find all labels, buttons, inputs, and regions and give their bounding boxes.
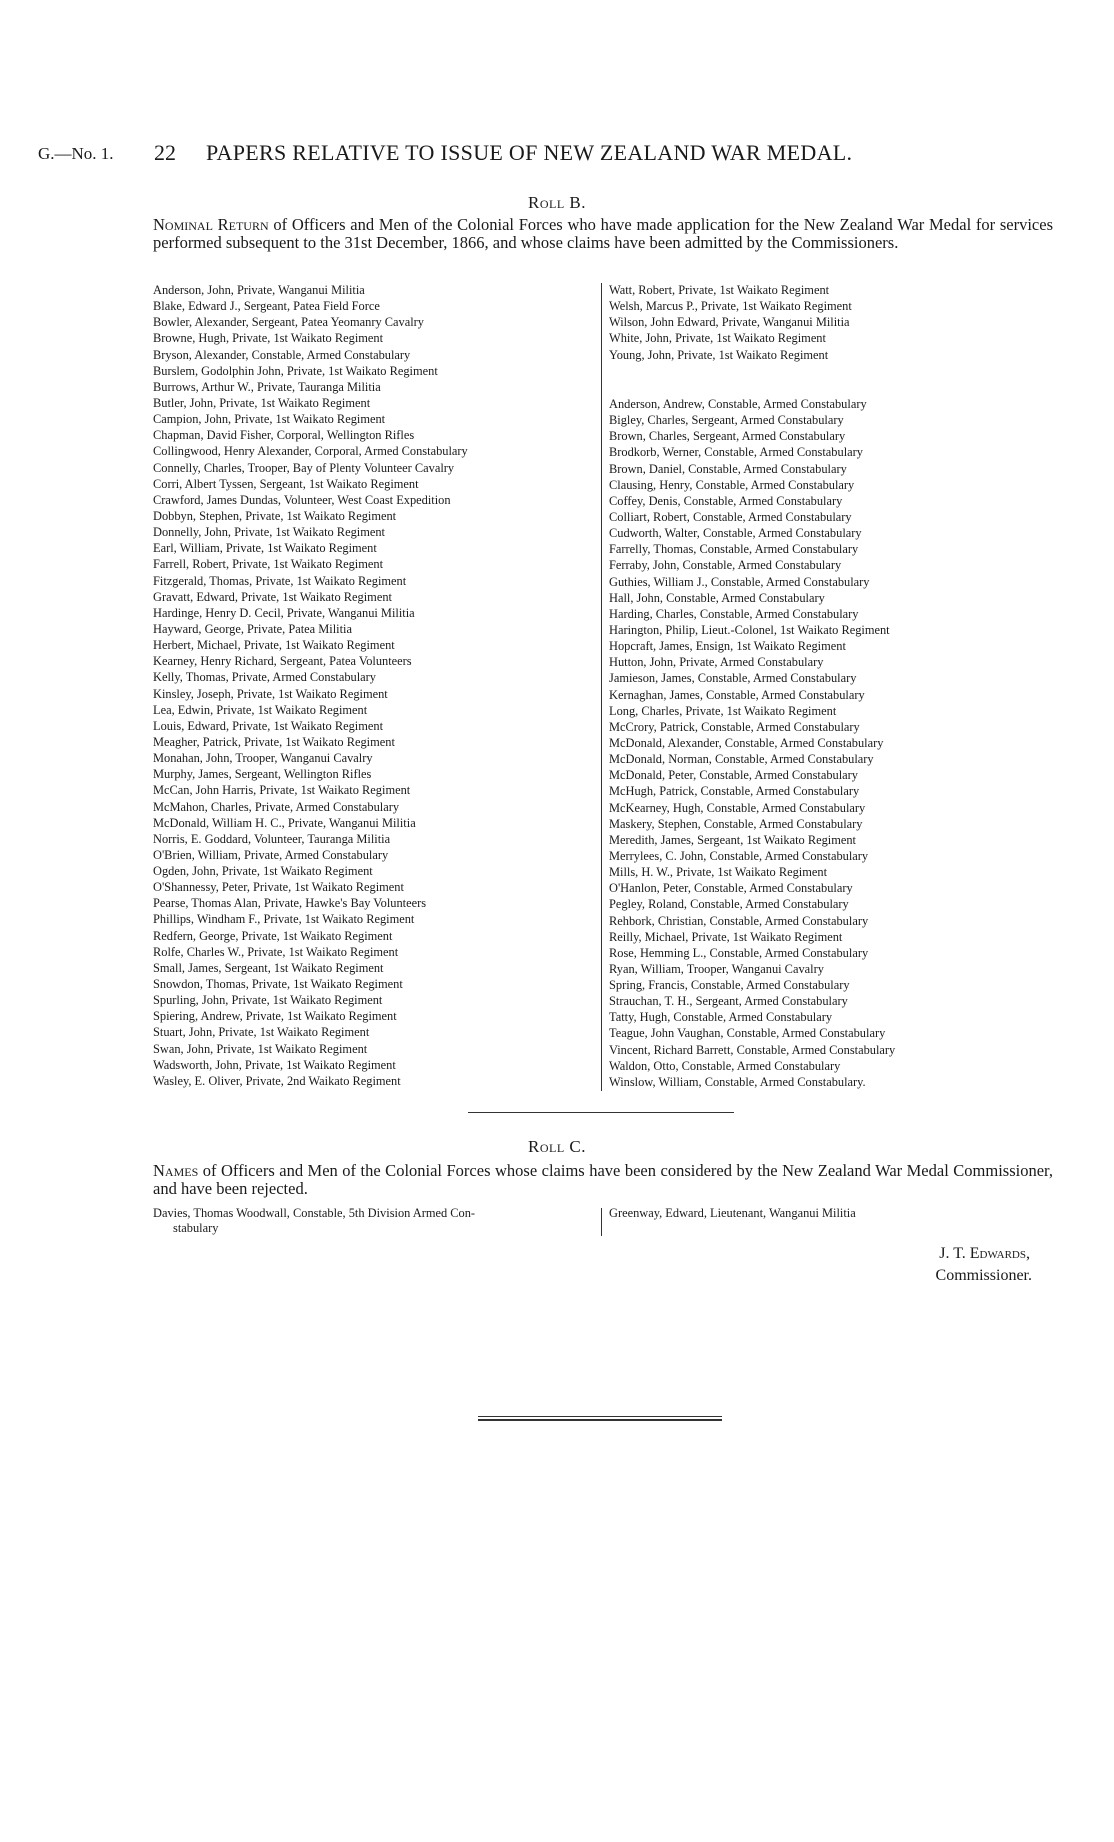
roll-b-left-entry: Rolfe, Charles W., Private, 1st Waikato Regiment [153, 944, 399, 959]
roll-c-left-line1: Davies, Thomas Woodwall, Constable, 5th Division Armed Con- [153, 1206, 476, 1220]
roll-b-left-entry: Snowdon, Thomas, Private, 1st Waikato Regiment [153, 977, 403, 992]
roll-c-left-line2: stabulary [173, 1221, 219, 1235]
page-number: 22 [154, 140, 176, 165]
roll-b-right-top-entry: Wilson, John Edward, Private, Wanganui Militia [609, 315, 850, 330]
roll-b-left-entry: Herbert, Michael, Private, 1st Waikato Regiment [153, 638, 395, 653]
roll-b-left-entry: Hardinge, Henry D. Cecil, Private, Wanganui Militia [153, 605, 415, 620]
roll-b-left-entry: McCan, John Harris, Private, 1st Waikato Regiment [153, 783, 411, 798]
roll-b-right-top-entry: White, John, Private, 1st Waikato Regiment [609, 331, 826, 346]
roll-b-left-entry: O'Brien, William, Private, Armed Constabulary [153, 847, 389, 862]
roll-b-right-bottom-entry: Brown, Charles, Sergeant, Armed Constabulary [609, 429, 846, 444]
roll-b-right-bottom-entry: Hopcraft, James, Ensign, 1st Waikato Regiment [609, 639, 846, 654]
roll-b-right-bottom-entry: McCrory, Patrick, Constable, Armed Constabulary [609, 719, 860, 734]
roll-b-left-entry: Browne, Hugh, Private, 1st Waikato Regiment [153, 331, 384, 346]
roll-b-left-column [153, 282, 468, 1089]
roll-b-left-entry: Spiering, Andrew, Private, 1st Waikato Regiment [153, 1009, 397, 1024]
roll-b-left-entry: Bryson, Alexander, Constable, Armed Constabulary [153, 347, 411, 362]
roll-b-left-entry: Anderson, John, Private, Wanganui Militia [153, 283, 365, 297]
column-divider [601, 283, 602, 1091]
roll-b-right-bottom-entry: Guthies, William J., Constable, Armed Constabulary [609, 574, 870, 589]
end-rule-bottom [478, 1419, 722, 1421]
roll-b-right-bottom-entry: Bigley, Charles, Sergeant, Armed Constabulary [609, 413, 844, 428]
roll-b-right-bottom-entry: Mills, H. W., Private, 1st Waikato Regiment [609, 865, 828, 880]
roll-c-divider [601, 1208, 602, 1236]
roll-b-left-entry: O'Shannessy, Peter, Private, 1st Waikato Regiment [153, 880, 404, 895]
roll-b-right-bottom-entry: Reilly, Michael, Private, 1st Waikato Regiment [609, 929, 843, 944]
roll-b-left-entry: McDonald, William H. C., Private, Wanganui Militia [153, 815, 416, 830]
roll-b-left-entry: Small, James, Sergeant, 1st Waikato Regiment [153, 960, 384, 975]
roll-b-left-entry: Dobbyn, Stephen, Private, 1st Waikato Regiment [153, 508, 397, 523]
roll-b-left-entry: Campion, John, Private, 1st Waikato Regiment [153, 412, 386, 427]
roll-b-left-entry: Burrows, Arthur W., Private, Tauranga Militia [153, 379, 381, 394]
roll-b-right-bottom-entry: McHugh, Patrick, Constable, Armed Constabulary [609, 784, 860, 799]
roll-b-left-entry: Monahan, John, Trooper, Wanganui Cavalry [153, 751, 373, 766]
roll-b-left-entry: Meagher, Patrick, Private, 1st Waikato Regiment [153, 734, 395, 749]
signature-name: J. T. Edwards, [939, 1245, 1030, 1262]
roll-b-left-entry: Collingwood, Henry Alexander, Corporal, Armed Constabulary [153, 444, 468, 459]
roll-b-right-bottom-entry: Spring, Francis, Constable, Armed Constabulary [609, 978, 850, 993]
roll-b-left-entry: Redfern, George, Private, 1st Waikato Regiment [153, 928, 393, 943]
roll-b-left-entry: Wasley, E. Oliver, Private, 2nd Waikato Regiment [153, 1073, 401, 1088]
roll-c-intro-text: of Officers and Men of the Colonial Forces whose claims have been considered by the New Zealand War Medal Commissioner, and have been rejected. [153, 1161, 1053, 1198]
roll-b-left-entry: Hayward, George, Private, Patea Militia [153, 621, 352, 636]
signature-role: Commissioner. [935, 1267, 1032, 1284]
roll-b-left-entry: Kelly, Thomas, Private, Armed Constabulary [153, 670, 376, 685]
roll-b-right-top-entry: Welsh, Marcus P., Private, 1st Waikato Regiment [609, 299, 852, 314]
roll-b-right-bottom-entry: McDonald, Alexander, Constable, Armed Constabulary [609, 735, 884, 750]
roll-b-left-entry: Farrell, Robert, Private, 1st Waikato Regiment [153, 557, 384, 572]
roll-b-right-bottom-entry: Ferraby, John, Constable, Armed Constabulary [609, 558, 842, 573]
roll-b-heading: Roll B. [527, 193, 586, 212]
roll-b-left-entry: Norris, E. Goddard, Volunteer, Tauranga Militia [153, 831, 391, 846]
roll-b-left-entry: Spurling, John, Private, 1st Waikato Regiment [153, 993, 383, 1008]
roll-b-right-bottom-entry: Winslow, William, Constable, Armed Constabulary. [609, 1074, 866, 1089]
roll-b-right-bottom-entry: Harding, Charles, Constable, Armed Constabulary [609, 606, 859, 621]
roll-b-left-entry: Wadsworth, John, Private, 1st Waikato Regiment [153, 1057, 396, 1072]
roll-b-right-bottom-entry: Rehbork, Christian, Constable, Armed Constabulary [609, 913, 869, 928]
roll-c-left-entry [153, 1206, 593, 1236]
roll-b-left-entry: Earl, William, Private, 1st Waikato Regiment [153, 541, 377, 556]
roll-c-intro [153, 1162, 1053, 1198]
roll-b-left-entry: Ogden, John, Private, 1st Waikato Regiment [153, 864, 373, 879]
roll-b-left-entry: Chapman, David Fisher, Corporal, Wellington Rifles [153, 428, 415, 443]
roll-b-left-entry: Corri, Albert Tyssen, Sergeant, 1st Waikato Regiment [153, 476, 419, 491]
end-rule-top [478, 1416, 722, 1417]
roll-b-right-bottom-entry: Meredith, James, Sergeant, 1st Waikato Regiment [609, 832, 856, 847]
roll-b-left-entry: Burslem, Godolphin John, Private, 1st Waikato Regiment [153, 363, 438, 378]
roll-b-right-bottom-entry: Tatty, Hugh, Constable, Armed Constabulary [609, 1010, 833, 1025]
roll-b-left-entry: Murphy, James, Sergeant, Wellington Rifles [153, 767, 372, 782]
roll-b-intro-lead: Nominal Return [153, 215, 269, 234]
roll-b-right-bottom-entry: Brown, Daniel, Constable, Armed Constabulary [609, 461, 847, 476]
roll-b-right-bottom-entry: Maskery, Stephen, Constable, Armed Constabulary [609, 816, 863, 831]
roll-b-right-bottom-entry: Merrylees, C. John, Constable, Armed Constabulary [609, 848, 869, 863]
roll-b-right-bottom-entry: Pegley, Roland, Constable, Armed Constabulary [609, 897, 849, 912]
roll-c-intro-lead: Names [153, 1161, 199, 1180]
roll-b-left-entry: McMahon, Charles, Private, Armed Constabulary [153, 799, 400, 814]
roll-b-left-entry: Kinsley, Joseph, Private, 1st Waikato Regiment [153, 686, 388, 701]
roll-b-left-entry: Swan, John, Private, 1st Waikato Regiment [153, 1041, 368, 1056]
roll-b-right-bottom-entry: Farrelly, Thomas, Constable, Armed Constabulary [609, 542, 859, 557]
roll-b-right-bottom-entry: Jamieson, James, Constable, Armed Constabulary [609, 671, 857, 686]
roll-b-right-bottom-entry: Coffey, Denis, Constable, Armed Constabulary [609, 493, 843, 508]
roll-c-heading: Roll C. [527, 1137, 586, 1156]
roll-b-left-entry: Connelly, Charles, Trooper, Bay of Plenty Volunteer Cavalry [153, 460, 455, 475]
roll-b-right-column-top [609, 282, 852, 363]
roll-b-right-column-bottom [609, 396, 895, 1090]
roll-b-right-bottom-entry: Vincent, Richard Barrett, Constable, Armed Constabulary [609, 1042, 896, 1057]
roll-b-right-bottom-entry: Rose, Hemming L., Constable, Armed Constabulary [609, 945, 869, 960]
roll-b-right-bottom-entry: Clausing, Henry, Constable, Armed Constabulary [609, 477, 855, 492]
roll-b-right-bottom-entry: O'Hanlon, Peter, Constable, Armed Constabulary [609, 881, 853, 896]
roll-b-right-bottom-entry: Ryan, William, Trooper, Wanganui Cavalry [609, 961, 824, 976]
roll-c-right-line1: Greenway, Edward, Lieutenant, Wanganui Militia [609, 1206, 856, 1220]
roll-b-left-entry: Crawford, James Dundas, Volunteer, West Coast Expedition [153, 492, 451, 507]
roll-b-left-entry: Blake, Edward J., Sergeant, Patea Field Force [153, 299, 380, 314]
roll-b-left-entry: Stuart, John, Private, 1st Waikato Regiment [153, 1025, 370, 1040]
roll-c-right-entry [609, 1206, 1029, 1221]
roll-b-right-bottom-entry: McDonald, Norman, Constable, Armed Constabulary [609, 752, 874, 767]
roll-b-right-bottom-entry: Waldon, Otto, Constable, Armed Constabulary [609, 1058, 841, 1073]
roll-b-intro [153, 216, 1053, 252]
roll-b-left-entry: Gravatt, Edward, Private, 1st Waikato Regiment [153, 589, 392, 604]
running-header [38, 140, 1078, 170]
roll-b-right-bottom-entry: Kernaghan, James, Constable, Armed Constabulary [609, 687, 865, 702]
roll-b-left-entry: Phillips, Windham F., Private, 1st Waikato Regiment [153, 912, 415, 927]
roll-b-left-entry: Louis, Edward, Private, 1st Waikato Regiment [153, 718, 384, 733]
document-reference: G.—No. 1. [38, 144, 114, 163]
page-title: PAPERS RELATIVE TO ISSUE OF NEW ZEALAND WAR MEDAL. [206, 140, 853, 165]
roll-b-left-entry: Lea, Edwin, Private, 1st Waikato Regiment [153, 702, 368, 717]
roll-b-right-bottom-entry: Long, Charles, Private, 1st Waikato Regiment [609, 703, 837, 718]
roll-b-intro-text: of Officers and Men of the Colonial Forces who have made application for the New Zealand War Medal for services performed subsequent to the 31st December, 1866, and whose claims have been admitted by the Commissioners. [153, 215, 1053, 252]
roll-b-right-top-entry: Young, John, Private, 1st Waikato Regiment [609, 347, 829, 362]
roll-b-left-entry: Kearney, Henry Richard, Sergeant, Patea Volunteers [153, 654, 412, 669]
roll-b-left-entry: Donnelly, John, Private, 1st Waikato Regiment [153, 525, 385, 540]
signature-block [700, 1243, 1030, 1287]
roll-b-right-bottom-entry: McKearney, Hugh, Constable, Armed Constabulary [609, 800, 866, 815]
roll-b-left-entry: Butler, John, Private, 1st Waikato Regiment [153, 395, 371, 410]
roll-b-right-bottom-entry: Cudworth, Walter, Constable, Armed Constabulary [609, 526, 862, 541]
roll-b-right-bottom-entry: Hall, John, Constable, Armed Constabulary [609, 590, 825, 605]
roll-b-right-bottom-entry: Colliart, Robert, Constable, Armed Constabulary [609, 509, 852, 524]
section-divider [468, 1112, 734, 1113]
roll-b-left-entry: Bowler, Alexander, Sergeant, Patea Yeomanry Cavalry [153, 315, 424, 330]
roll-b-left-entry: Fitzgerald, Thomas, Private, 1st Waikato Regiment [153, 573, 407, 588]
roll-b-right-top-entry: Watt, Robert, Private, 1st Waikato Regiment [609, 283, 830, 297]
roll-b-left-entry: Pearse, Thomas Alan, Private, Hawke's Bay Volunteers [153, 896, 427, 911]
roll-b-right-bottom-entry: McDonald, Peter, Constable, Armed Constabulary [609, 768, 858, 783]
roll-b-right-bottom-entry: Harington, Philip, Lieut.-Colonel, 1st Waikato Regiment [609, 622, 890, 637]
roll-b-right-bottom-entry: Strauchan, T. H., Sergeant, Armed Constabulary [609, 994, 848, 1009]
roll-b-right-bottom-entry: Teague, John Vaughan, Constable, Armed Constabulary [609, 1026, 886, 1041]
roll-b-right-bottom-entry: Brodkorb, Werner, Constable, Armed Constabulary [609, 445, 863, 460]
roll-b-right-bottom-entry: Hutton, John, Private, Armed Constabulary [609, 655, 824, 670]
roll-b-right-bottom-entry: Anderson, Andrew, Constable, Armed Constabulary [609, 397, 867, 411]
